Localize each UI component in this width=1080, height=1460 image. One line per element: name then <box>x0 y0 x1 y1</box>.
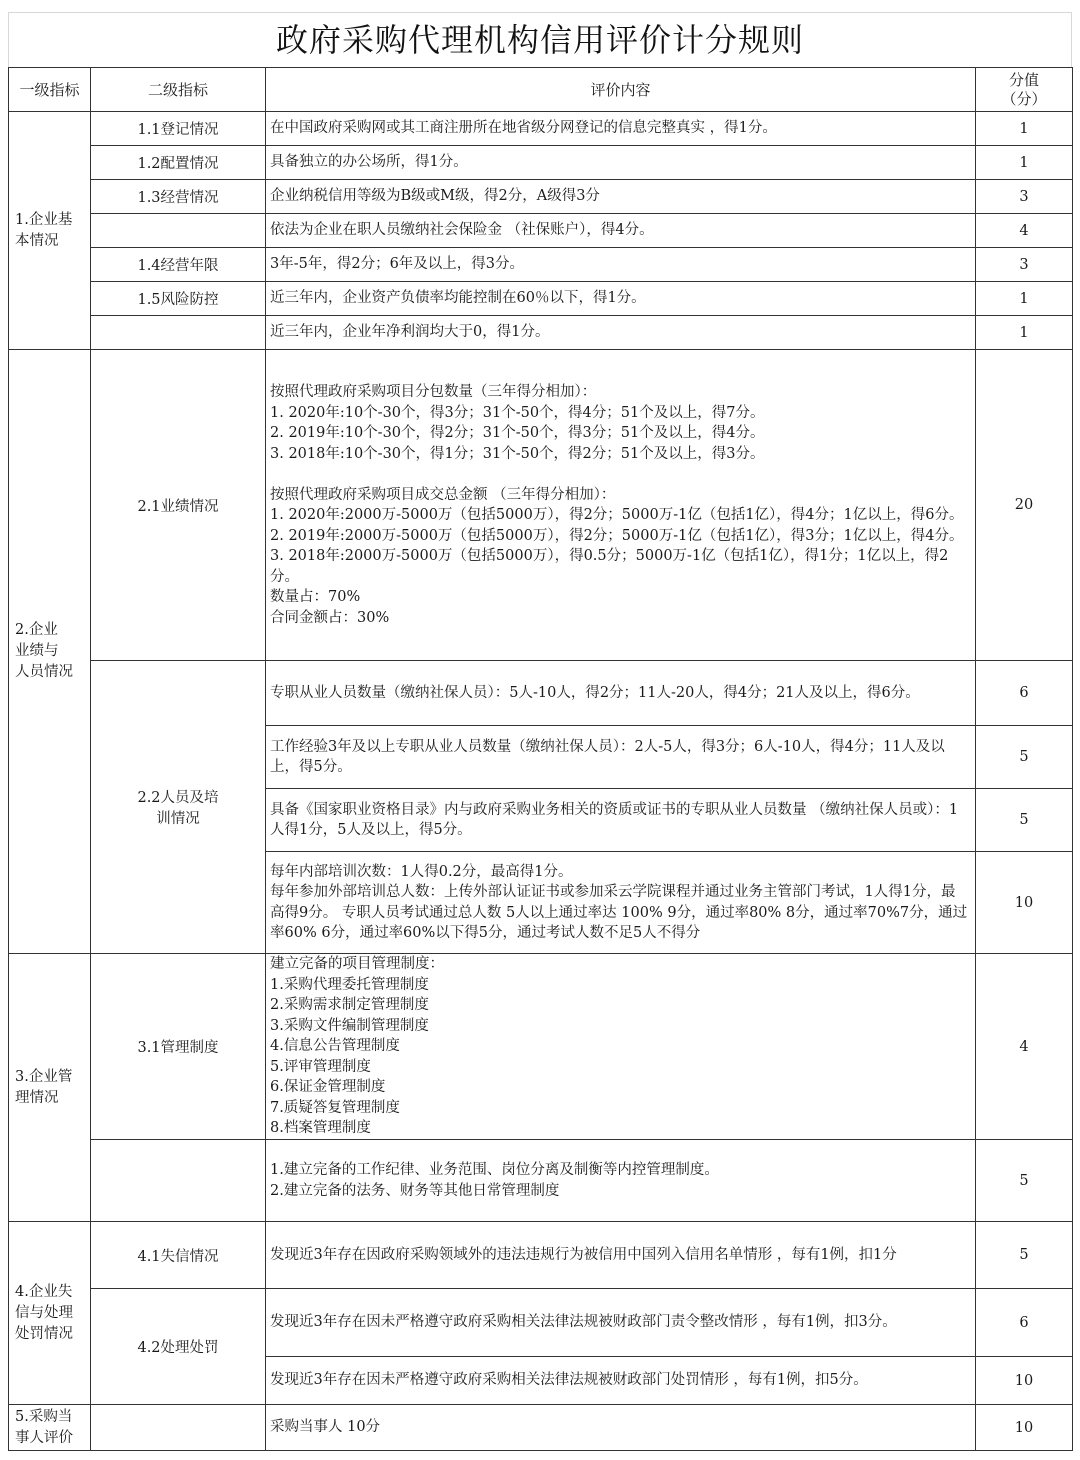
row-score: 10 <box>976 1357 1073 1405</box>
row-score: 5 <box>976 1140 1073 1222</box>
group-label-2: 2.企业 业绩与 人员情况 <box>9 350 91 954</box>
row-content: 建立完备的项目管理制度： 1.采购代理委托管理制度 2.采购需求制定管理制度 3.采购文件编制管理制度 4.信息公告管理制度 5.评审管理制度 6.保证金管理制度 7.质疑答复管理制度 8.档案管理制度 <box>266 954 976 1140</box>
sub-indicator-1-3: 1.3经营情况 <box>91 180 266 214</box>
table-row <box>9 316 1073 350</box>
header-level1: 一级指标 <box>9 68 91 112</box>
row-content: 具备独立的办公场所，得1分。 <box>266 146 976 180</box>
document-title: 政府采购代理机构信用评价计分规则 <box>8 12 1072 67</box>
row-score: 10 <box>976 1405 1073 1451</box>
row-score: 10 <box>976 852 1073 954</box>
header-content: 评价内容 <box>266 68 976 112</box>
document-page <box>8 12 1072 1451</box>
row-score: 3 <box>976 180 1073 214</box>
group-label-4: 4.企业失 信与处理 处罚情况 <box>9 1222 91 1405</box>
row-content: 专职从业人员数量（缴纳社保人员）：5人-10人，得2分；11人-20人，得4分；21人及以上，得6分。 <box>266 661 976 726</box>
row-content: 工作经验3年及以上专职从业人员数量（缴纳社保人员）：2人-5人，得3分；6人-10人，得4分；11人及以上，得5分。 <box>266 726 976 789</box>
row-score: 4 <box>976 954 1073 1140</box>
row-score: 1 <box>976 316 1073 350</box>
row-content: 每年内部培训次数：1人得0.2分，最高得1分。 每年参加外部培训总人数：上传外部认证证书或参加采云学院课程并通过业务主管部门考试，1人得1分，最高得9分。 专职人员考试通过总人数 5人以上通过率达 100% 9分，通过率80% 8分，通过率70%7分，通过率60% 6分，通过率60%以下得5分，通过考试人数不足5人不得分 <box>266 852 976 954</box>
sub-indicator-empty <box>91 1140 266 1222</box>
sub-indicator-empty <box>91 316 266 350</box>
row-score: 4 <box>976 214 1073 248</box>
table-row <box>9 350 1073 661</box>
row-score: 3 <box>976 248 1073 282</box>
sub-indicator-2-1: 2.1业绩情况 <box>91 350 266 661</box>
table-header-row <box>9 68 1073 112</box>
sub-indicator-1-5: 1.5风险防控 <box>91 282 266 316</box>
table-row <box>9 214 1073 248</box>
row-content: 采购当事人 10分 <box>266 1405 976 1451</box>
header-level2: 二级指标 <box>91 68 266 112</box>
row-score: 5 <box>976 789 1073 852</box>
row-content: 发现近3年存在因未严格遵守政府采购相关法律法规被财政部门处罚情形 ，每有1例，扣5分。 <box>266 1357 976 1405</box>
row-content: 近三年内，企业资产负债率均能控制在60％以下，得1分。 <box>266 282 976 316</box>
sub-indicator-empty <box>91 214 266 248</box>
row-content: 发现近3年存在因政府采购领域外的违法违规行为被信用中国列入信用名单情形 ，每有1例，扣1分 <box>266 1222 976 1289</box>
sub-indicator-1-4: 1.4经营年限 <box>91 248 266 282</box>
table-row <box>9 661 1073 726</box>
row-score: 5 <box>976 726 1073 789</box>
sub-indicator-empty <box>91 1405 266 1451</box>
sub-indicator-4-2: 4.2处理处罚 <box>91 1289 266 1405</box>
row-score: 20 <box>976 350 1073 661</box>
table-row <box>9 1140 1073 1222</box>
group-label-1: 1.企业基 本情况 <box>9 112 91 350</box>
row-score: 1 <box>976 146 1073 180</box>
row-score: 5 <box>976 1222 1073 1289</box>
sub-indicator-3-1: 3.1管理制度 <box>91 954 266 1140</box>
row-content: 1.建立完备的工作纪律、业务范围、岗位分离及制衡等内控管理制度。 2.建立完备的法务、财务等其他日常管理制度 <box>266 1140 976 1222</box>
row-content: 在中国政府采购网或其工商注册所在地省级分网登记的信息完整真实 ，得1分。 <box>266 112 976 146</box>
sub-indicator-1-1: 1.1登记情况 <box>91 112 266 146</box>
row-score: 6 <box>976 1289 1073 1357</box>
sub-indicator-1-2: 1.2配置情况 <box>91 146 266 180</box>
table-row <box>9 146 1073 180</box>
row-content: 企业纳税信用等级为B级或M级，得2分，A级得3分 <box>266 180 976 214</box>
row-content: 3年-5年，得2分；6年及以上，得3分。 <box>266 248 976 282</box>
table-row <box>9 248 1073 282</box>
table-row <box>9 1405 1073 1451</box>
table-row <box>9 282 1073 316</box>
header-score: 分值 （分） <box>976 68 1073 112</box>
group-label-3: 3.企业管 理情况 <box>9 954 91 1222</box>
table-row <box>9 112 1073 146</box>
sub-indicator-2-2: 2.2人员及培 训情况 <box>91 661 266 954</box>
row-score: 1 <box>976 282 1073 316</box>
table-row <box>9 1289 1073 1357</box>
row-content: 发现近3年存在因未严格遵守政府采购相关法律法规被财政部门责令整改情形 ，每有1例，扣3分。 <box>266 1289 976 1357</box>
row-content: 按照代理政府采购项目分包数量（三年得分相加）： 1. 2020年:10个-30个，得3分；31个-50个，得4分；51个及以上，得7分。 2. 2019年:10个-30个，得2分；31个-50个，得3分；51个及以上，得4分。 3. 2018年:10个-30个，得1分；31个-50个，得2分；51个及以上，得3分。 按照代理政府采购项目成交总金额 （三年得分相加）： 1. 2020年:2000万-5000万（包括5000万），得2分；5000万-1亿（包括1亿），得4分；1亿以上，得6分。 2. 2019年:2000万-5000万（包括5000万），得2分；5000万-1亿（包括1亿），得3分；1亿以上，得4分。 3. 2018年:2000万-5000万（包括5000万），得0.5分；5000万-1亿（包括1亿），得1分；1亿以上，得2分。 数量占：70% 合同金额占：30% <box>266 350 976 661</box>
sub-indicator-4-1: 4.1失信情况 <box>91 1222 266 1289</box>
row-content: 近三年内，企业年净利润均大于0，得1分。 <box>266 316 976 350</box>
scoring-table <box>8 67 1073 1451</box>
row-score: 1 <box>976 112 1073 146</box>
row-content: 依法为企业在职人员缴纳社会保险金 （社保账户），得4分。 <box>266 214 976 248</box>
row-score: 6 <box>976 661 1073 726</box>
table-row <box>9 954 1073 1140</box>
row-content: 具备《国家职业资格目录》内与政府采购业务相关的资质或证书的专职从业人员数量 （缴纳社保人员或）：1人得1分，5人及以上，得5分。 <box>266 789 976 852</box>
table-row <box>9 180 1073 214</box>
table-row <box>9 1222 1073 1289</box>
group-label-5: 5.采购当 事人评价 <box>9 1405 91 1451</box>
